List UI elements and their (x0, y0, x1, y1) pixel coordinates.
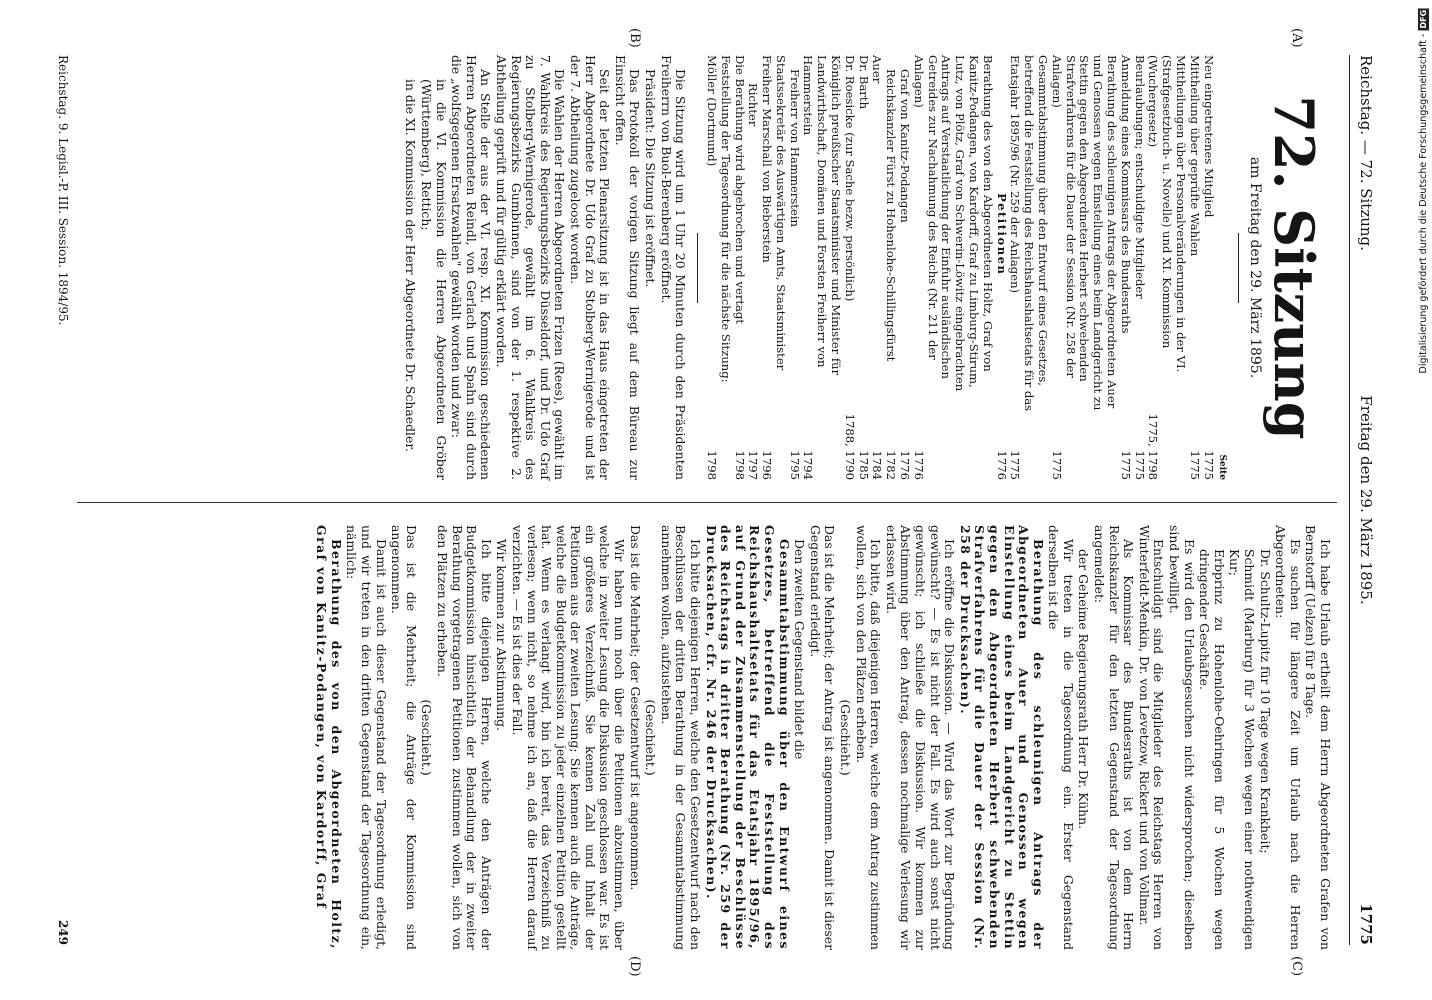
paragraph: Dr. Schultz-Lupitz für 10 Tage wegen Krankheit; (1257, 549, 1273, 854)
paragraph: Die Sitzung wird um 1 Uhr 20 Minuten durch den Präsidenten Freiherrn von Buol-Berenberg eröffnet. (658, 55, 689, 480)
toc-row (994, 55, 1008, 480)
toc-text: Feststellung der Tagesordnung für die nächste Sitzung: Möller (Dortmund) (704, 55, 733, 383)
credit-text: Digitalisierung gefördert durch die Deutsche Forschungsgemeinschaft - (1418, 33, 1429, 374)
toc-row (911, 55, 994, 480)
header-center: Freitag den 29. März 1895. (1357, 395, 1375, 605)
margin-marker-a: (A) (1289, 28, 1304, 48)
paragraph: Ich habe Urlaub ertheilt dem Herrn Abgeordneten Grafen von Bernstorff (Uelzen) für 8 Tage. (1303, 525, 1333, 950)
toc-page: 1782 (884, 450, 899, 480)
toc-row (897, 55, 911, 480)
toc-text: Mittheilung über geprüfte Wahlen (1187, 55, 1202, 257)
signature-mark: 249 (56, 919, 70, 945)
toc-page: 1795 (787, 450, 802, 480)
paragraph: Wir kommen zur Abstimmung. (494, 539, 510, 731)
column-divider (77, 502, 1337, 503)
toc-page: 1798 (704, 450, 719, 480)
toc-row (732, 55, 746, 480)
toc-text: Anmeldung eines Kommissars des Bundesraths (1118, 55, 1133, 334)
paragraph: der Geheime Regierungsrath Herr Dr. Kühn. (1076, 549, 1092, 830)
toc-text: Berathung des schleunigen Antrags der Abgeordneten Auer und Genossen wegen Einstellung eines beim Landgericht zu Stettin gegen den Abgeordneten Herbert schwebenden Strafverfahrens für die Dauer der Session (Nr. 258 der Anlagen) (1049, 55, 1120, 411)
paragraph: Ich bitte diejenigen Herren, welche den Gesetzentwurf nach den Beschlüssen der dritten Berathung in der Gesammtabstimmung annehmen wollen, aufzustehen. (658, 525, 704, 950)
session-subtitle: am Freitag den 29. März 1895. (1247, 156, 1263, 379)
agenda-item-heading: Berathung des schleunigen Antrags der Abgeordneten Auer und Genossen wegen Einstellung eines beim Landgericht zu Stettin gegen den Abgeordneten Herbert schwebenden Strafverfahrens für die Dauer der Session (Nr. 258 der Drucksachen). (957, 525, 1046, 950)
toc-text: Gesammtabstimmung über den Entwurf eines Gesetzes, betreffend die Feststellung des Reichshaushaltsetats für das Etatsjahr 1895/96 (Nr. 259 der Anlagen) (1008, 55, 1051, 412)
toc-text: Dr. Barth (856, 55, 871, 110)
paragraph: (Geschieht.) (643, 699, 659, 776)
paragraph: Ich bitte, daß diejenigen Herren, welche dem Antrag zustimmen wollen, sich von den Plätzen erheben. (853, 525, 884, 950)
paragraph: in die VI. Kommission die Herren Abgeordneten Gröber (Württemberg), Rettich; (419, 79, 449, 480)
toc-page: 1775 (1118, 450, 1133, 480)
paragraph: Seit der letzten Plenarsitzung ist in das Haus eingetreten der Herr Abgeordnete Dr. Udo Graf zu Stolberg-Wernigerode und ist der 7. Abtheilung zugeloost worden. (567, 55, 613, 480)
paragraph: Als Kommissar des Bundesraths ist von dem Herrn Reichskanzler für den letzten Gegenstand der Tagesordnung angemeldet: (1092, 525, 1137, 950)
margin-marker-d: (D) (627, 956, 642, 977)
toc-row (1118, 55, 1132, 480)
toc-text: Petitionen (994, 193, 1009, 276)
toc-text: Freiherr von Hammerstein (787, 69, 802, 227)
paragraph: Ich bitte diejenigen Herren, welche den Anträgen der Budgetkommission hinsichtlich der Behandlung der in zweiter Berathung vorgetragenen Petitionen zustimmen wollen, sich von den Plätzen zu erheben. (434, 525, 494, 950)
toc-page: 1796 (760, 450, 775, 480)
toc-page: 1775 (1008, 450, 1023, 480)
toc-page: 1797 (746, 450, 761, 480)
toc-text: Dr. Roesicke (zur Sache bezw. persönlich) (842, 55, 857, 302)
paragraph: Damit ist auch dieser Gegenstand der Tagesordnung erledigt, und wir treten in den dritten Gegenstand der Tagesordnung ein, nämlich: (344, 525, 389, 950)
paragraph: An Stelle der aus der VI. resp. XI. Kommission geschiedenen Herren Abgeordneten Reindl, von Gerlach und Spahn sind durch die „wolfsgegenen Ersatzwahlen" gewählt worden und zwar: (449, 55, 494, 480)
toc-page: 1775, 1798 (1146, 413, 1161, 480)
toc-page: 1775 (1049, 450, 1064, 480)
paragraph: (Geschieht.) (838, 699, 853, 776)
toc-page: 1794 (801, 450, 816, 480)
toc-head-row (1215, 55, 1229, 480)
paragraph: Präsident: Die Sitzung ist eröffnet. (642, 69, 658, 288)
paragraph: Wir treten in die Tagesordnung ein. Erster Gegenstand derselben ist die (1046, 525, 1076, 950)
page-number: 1775 (1357, 903, 1375, 945)
toc-row (870, 55, 884, 480)
paragraph: Es wird den Urlaubsgesuchen nicht widersprochen; dieselben sind bewilligt. (1167, 525, 1197, 950)
toc-page: 1784 (870, 450, 885, 480)
toc-page: 1775 (1132, 450, 1147, 480)
toc-row (1187, 55, 1201, 480)
header-left: Reichstag. — 72. Sitzung. (1357, 55, 1375, 251)
paragraph: in die XI. Kommission der Herr Abgeordnete Dr. Schaedler. (403, 79, 419, 452)
toc-text: Reichskanzler Fürst zu Hohenlohe-Schillingsfürst (884, 69, 899, 362)
paragraph: Das ist die Mehrheit; der Gesetzentwurf ist angenommen. (627, 525, 643, 891)
toc-page: 1776 (898, 450, 913, 480)
section-rule (697, 233, 698, 303)
toc-text: Auer (870, 55, 885, 84)
toc-row (1008, 55, 1049, 480)
toc-text: Die Berathung wird abgebrochen und vertagt (732, 55, 747, 325)
toc-row (1201, 55, 1215, 480)
toc-row (856, 55, 870, 480)
toc-page-head: Seite (1217, 454, 1228, 480)
paragraph: Entschuldigt sind die Mitglieder des Reichstags Herren von Winterfeldt-Menkin, Dr. von Levetzow, Rickert und von Vollmar. (1136, 525, 1167, 950)
paragraph: Schmidt (Marburg) für 3 Wochen wegen einer nothwendigen Kur; (1227, 549, 1258, 950)
margin-marker-b: (B) (627, 28, 642, 48)
toc-text: Mittheilungen über Personalveränderungen in der VI. (Strafgesetzbuch- u. Novelle) und XI. Kommission (Wuchergesetz) (1146, 55, 1189, 373)
toc-page: 1798 (732, 450, 747, 480)
toc-row (787, 55, 801, 480)
running-header (1355, 55, 1377, 945)
session-title: 72. Sitzung (1262, 95, 1326, 440)
digitization-credit (1418, 8, 1429, 373)
toc-text: Neu eingetretenes Mitglied (1201, 55, 1216, 218)
footer-left: Reichstag. 9. Legisl.-P. III. Session. 1894/95. (56, 55, 70, 326)
table-of-contents (704, 55, 1228, 480)
toc-row (1132, 55, 1146, 480)
paragraph: Ich eröffne die Diskussion. — Wird das Wort zur Begründung gewünscht? — Es ist nicht der Fall. Es wird auch sonst nicht gewünscht; ich schließe die Diskussion. Wir kommen zur Abstimmung über den Antrag, dessen nochmalige Verlesung wir erlassen wird. (883, 525, 958, 950)
toc-row (1146, 55, 1187, 480)
toc-text: Staatssekretär des Auswärtigen Amts, Staatsminister Freiherr Marschall von Bieberstein (760, 55, 788, 371)
toc-text: Graf von Kanitz-Podangen (898, 69, 913, 223)
toc-row (842, 55, 856, 480)
toc-page: 1776 (994, 450, 1009, 480)
toc-row (1049, 55, 1118, 480)
toc-text: Königlich preußischer Staatsminister und Minister für Landwirthschaft, Domänen und Forsten Freiherr von Hammerstein (801, 55, 844, 376)
paragraph: Das Protokoll der vorigen Sitzung liegt auf dem Büreau zur Einsicht offen. (612, 55, 643, 480)
paragraph: Die Wahlen der Herren Abgeordneten Frizen (Rees), gewählt im 7. Wahlkreis des Regierungsbezirks Düsseldorf, und Dr. Udo Graf zu Stolberg-Wernigerode, gewählt im 6. Wahlkreis des Regierungsbezirks Gumbinnen, sind von der 1. respektive 2. Abtheilung geprüft und für gültig erklärt worden. (494, 55, 568, 480)
toc-page: 1788, 1790 (842, 413, 857, 480)
paragraph: Den zweiten Gegenstand bildet die (792, 539, 808, 760)
paragraph: Das ist die Mehrheit; der Antrag ist angenommen. Damit ist dieser Gegenstand erledigt. (807, 525, 838, 950)
dfg-logo: DFG (1419, 10, 1428, 29)
header-rule (1349, 55, 1350, 945)
toc-row (759, 55, 787, 480)
toc-row (746, 55, 760, 480)
right-column (313, 525, 1332, 950)
toc-page: 1776 (911, 450, 926, 480)
toc-text: Beurlaubungen; entschuldigte Mitglieder (1132, 55, 1147, 299)
left-column (402, 55, 1332, 480)
toc-row (883, 55, 897, 480)
title-rule (1238, 233, 1239, 303)
toc-row (704, 55, 732, 480)
paragraph: Das ist die Mehrheit; die Anträge der Kommission sind angenommen. (389, 525, 419, 950)
toc-page: 1775 (1187, 450, 1202, 480)
agenda-item-heading: Gesammtabstimmung über den Entwurf eines Gesetzes, betreffend die Feststellung des Reichshaushaltsetats für das Etatsjahr 1895/96, auf Grund der Zusammenstellung der Beschlüsse des Reichstags in dritter Berathung (Nr. 259 der Drucksachen, cfr. Nr. 246 der Drucksachen). (703, 525, 792, 950)
toc-page: 1785 (856, 450, 871, 480)
margin-marker-c: (C) (1289, 956, 1304, 977)
paragraph: Es suchen für längere Zeit um Urlaub nach die Herren Abgeordneten: (1273, 525, 1303, 950)
paragraph: (Geschieht.) (419, 699, 435, 776)
toc-text: Berathung des von den Abgeordneten Holtz, Graf von Kanitz-Podangen, von Kardorff, Graf zu Limburg-Stirum, Lutz, von Plötz, Graf von Schwerin-Löwitz eingebrachten Antrags auf Verstaatlichung der Einfuhr ausländischen Getreides zur Nachahmung des Reichs (Nr. 211 der Anlagen) (911, 55, 995, 392)
paragraph: Wir haben nun noch über die Petitionen abzustimmen, über welche in zweiter Lesung die Diskussion geschlossen war. Es ist ein größeres Verzeichniß. Sie kennen Zahl und Inhalt der Petitionen aus der zweiten Lesung; Sie kennen auch die Anträge, welche die Budgetkommission zu jeder einzelnen Petition gestellt hat. Wenn es verlangt wird, bin ich bereit, das Verzeichniß zu verlesen; wenn nicht, so nehme ich an, daß die Herren darauf verzichten. — Es ist dies der Fall. (509, 525, 628, 950)
toc-text: Richter (746, 83, 761, 127)
toc-row (801, 55, 842, 480)
paragraph: Erbprinz zu Hohenlohe-Oehringen für 5 Wochen wegen dringender Geschäfte. (1197, 549, 1227, 950)
toc-page: 1775 (1201, 450, 1216, 480)
agenda-item-heading: Berathung des von den Abgeordneten Holtz, Graf von Kanitz-Podangen, von Kardorff, Graf (314, 525, 344, 950)
page-footer (56, 55, 70, 945)
